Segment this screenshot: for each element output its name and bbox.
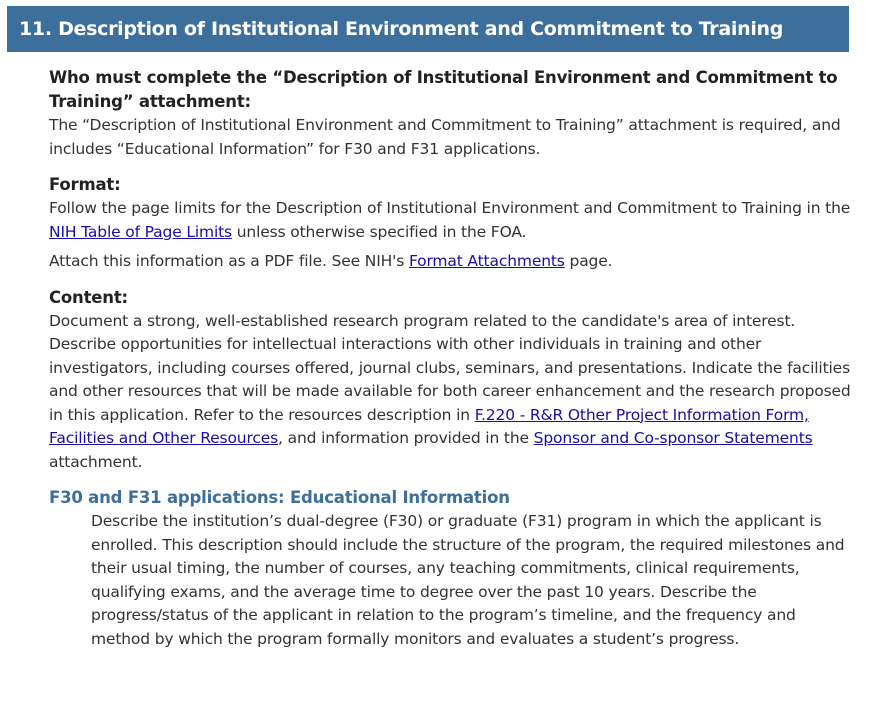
who-body: The “Description of Institutional Environment and Commitment to Training” attachment is required, and includes “Educational Information” for F30 and F31 applications.	[49, 116, 841, 158]
format-p1-text-end: unless otherwise specified in the FOA.	[231, 222, 527, 241]
content-body	[49, 310, 854, 475]
format-attachments-link[interactable]: Format Attachments	[408, 252, 565, 270]
section-content	[49, 66, 854, 651]
sponsor-statements-link[interactable]: Sponsor and Co-sponsor Statements	[533, 429, 813, 447]
content-heading: Content:	[49, 287, 128, 307]
format-heading: Format:	[49, 175, 121, 194]
format-p2-text: Attach this information as a PDF file. See NIH's	[49, 252, 409, 270]
section-banner	[7, 6, 849, 52]
format-paragraph-1	[49, 197, 854, 244]
educational-info-heading: F30 and F31 applications: Educational Information	[49, 488, 510, 507]
format-p2-text-end: page.	[564, 252, 613, 270]
content-body-text-end: attachment.	[49, 452, 143, 471]
facilities-resources-link[interactable]: F.220 - R&R Other Project Information Form, Facilities and Other Resources	[49, 405, 809, 447]
format-paragraph-2	[49, 250, 854, 274]
content-body-text-middle: , and information provided in the	[278, 429, 534, 447]
format-p1-text: Follow the page limits for the Description of Institutional Environment and Commitment to Training in the	[49, 199, 851, 217]
content-body-text: Document a strong, well-established research program related to the candidate's area of interest. Describe opportunities for intellectual interactions with other individuals in training and other investigators, including courses offered, journal clubs, seminars, and presentations. Indicate the facilities and other resources that will be made available for both career enhancement and the research proposed in this application. Refer to the resources description in	[49, 311, 851, 424]
nih-page-limits-link[interactable]: NIH Table of Page Limits	[49, 222, 232, 241]
section-title: 11. Description of Institutional Environment and Commitment to Training	[19, 18, 784, 40]
educational-info-body: Describe the institution’s dual-degree (F30) or graduate (F31) program in which the applicant is enrolled. This description should include the structure of the program, the required milestones and their usual timing, the number of courses, any teaching commitments, clinical requirements, qualifying exams, and the average time to degree over the past 10 years. Describe the progress/status of the applicant in relation to the program’s timeline, and the frequency and method by which the program formally monitors and evaluates a student’s progress.	[91, 512, 845, 648]
who-heading: Who must complete the “Description of Institutional Environment and Commitment to Training” attachment:	[49, 68, 838, 111]
